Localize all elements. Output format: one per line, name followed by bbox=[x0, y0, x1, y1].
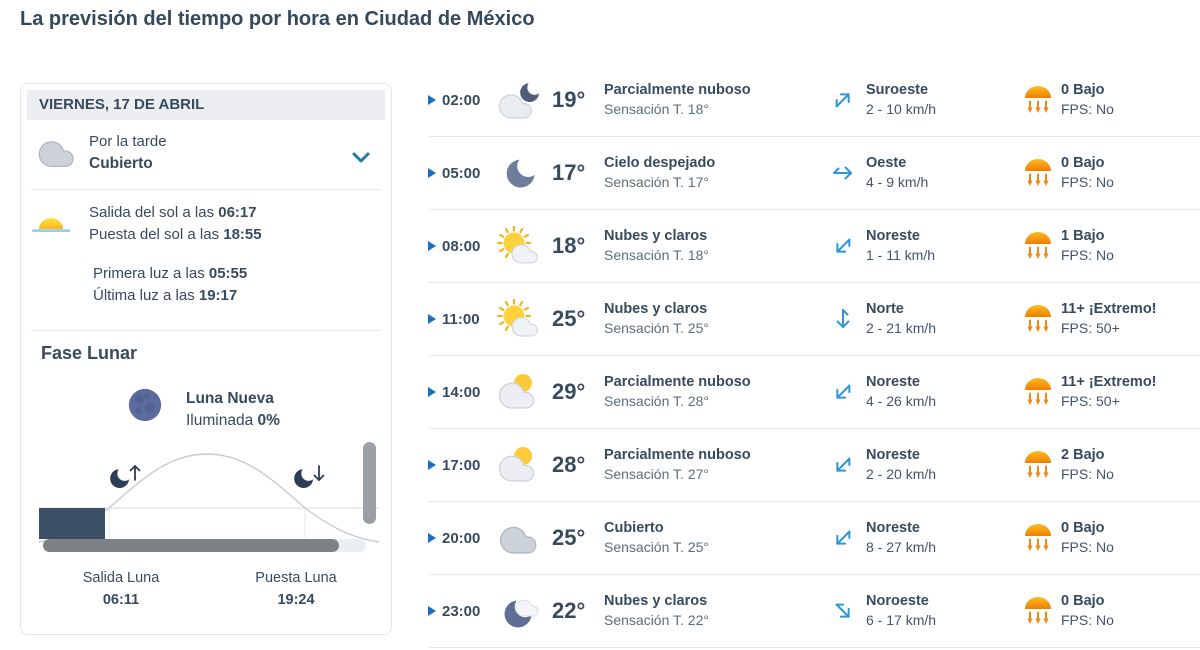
sun-times-section bbox=[31, 190, 381, 331]
chevron-down-icon[interactable] bbox=[349, 145, 373, 169]
hour-label: 23:00 bbox=[442, 602, 481, 620]
condition-text: Parcialmente nuboso bbox=[604, 82, 751, 98]
uv-block bbox=[1056, 227, 1200, 265]
temperature-value: 25° bbox=[552, 306, 586, 331]
expand-triangle-icon[interactable] bbox=[428, 606, 442, 616]
wind-speed-text: 2 - 21 km/h bbox=[866, 320, 937, 336]
wind-block bbox=[860, 446, 1020, 484]
wind-direction-text: Noreste bbox=[866, 447, 920, 463]
uv-level-text: 1 Bajo bbox=[1061, 228, 1105, 244]
hour-label: 05:00 bbox=[442, 164, 481, 182]
cloud-moon-icon bbox=[494, 76, 542, 124]
wind-block bbox=[860, 81, 1020, 119]
wind-direction-text: Oeste bbox=[866, 155, 907, 171]
hour-label: 02:00 bbox=[442, 91, 481, 109]
vertical-scrollbar-thumb[interactable] bbox=[363, 442, 376, 524]
feels-like-text: Sensación T. 25° bbox=[604, 539, 709, 555]
condition-block bbox=[604, 446, 826, 484]
wind-direction-arrow-icon bbox=[822, 444, 864, 486]
uv-index-icon bbox=[1020, 231, 1056, 261]
wind-block bbox=[860, 519, 1020, 557]
moon-phase-name: Luna Nueva bbox=[186, 390, 274, 407]
moon-cloud-icon bbox=[494, 587, 542, 635]
fps-text: FPS: No bbox=[1061, 612, 1114, 628]
last-light-line: Última luz a las 19:17 bbox=[93, 287, 238, 304]
uv-level-text: 0 Bajo bbox=[1061, 155, 1105, 171]
wind-direction-arrow-icon bbox=[822, 590, 864, 632]
wind-speed-text: 2 - 20 km/h bbox=[866, 466, 937, 482]
condition-block bbox=[604, 227, 826, 265]
temperature-value: 18° bbox=[552, 233, 586, 258]
fps-text: FPS: No bbox=[1061, 101, 1114, 117]
wind-block bbox=[860, 300, 1020, 338]
expand-triangle-icon[interactable] bbox=[428, 533, 442, 543]
forecast-row[interactable] bbox=[428, 283, 1200, 356]
wind-block bbox=[860, 592, 1020, 630]
new-moon-icon bbox=[126, 386, 164, 424]
moon-trajectory-chart bbox=[39, 438, 379, 554]
sunrise-icon bbox=[31, 213, 71, 239]
expand-triangle-icon[interactable] bbox=[428, 241, 442, 251]
uv-block bbox=[1056, 446, 1200, 484]
sunrise-line: Salida del sol a las 06:17 bbox=[89, 204, 257, 221]
page-title: La previsión del tiempo por hora en Ciudad de México bbox=[20, 8, 535, 30]
feels-like-text: Sensación T. 28° bbox=[604, 393, 709, 409]
uv-index-icon bbox=[1020, 596, 1056, 626]
moon-icon bbox=[494, 149, 542, 197]
uv-index-icon bbox=[1020, 450, 1056, 480]
uv-block bbox=[1056, 81, 1200, 119]
temperature-value: 28° bbox=[552, 452, 586, 477]
condition-text: Parcialmente nuboso bbox=[604, 447, 751, 463]
uv-block bbox=[1056, 373, 1200, 411]
uv-index-icon bbox=[1020, 85, 1056, 115]
wind-direction-text: Suroeste bbox=[866, 82, 929, 98]
feels-like-text: Sensación T. 27° bbox=[604, 466, 709, 482]
wind-direction-arrow-icon bbox=[822, 79, 864, 121]
cloud-icon bbox=[494, 514, 542, 562]
moonset-label: Puesta Luna 19:24 bbox=[255, 570, 337, 608]
fps-text: FPS: No bbox=[1061, 247, 1114, 263]
wind-direction-text: Noreste bbox=[866, 228, 920, 244]
hour-label: 17:00 bbox=[442, 456, 481, 474]
expand-triangle-icon[interactable] bbox=[428, 168, 442, 178]
moon-illumination: Iluminada 0% bbox=[186, 412, 280, 429]
wind-speed-text: 4 - 9 km/h bbox=[866, 174, 929, 190]
hourly-forecast-list bbox=[428, 64, 1200, 648]
feels-like-text: Sensación T. 25° bbox=[604, 320, 709, 336]
uv-block bbox=[1056, 154, 1200, 192]
uv-level-text: 11+ ¡Extremo! bbox=[1061, 301, 1157, 317]
wind-speed-text: 4 - 26 km/h bbox=[866, 393, 937, 409]
horizontal-scrollbar-thumb[interactable] bbox=[43, 539, 339, 552]
condition-text: Cielo despejado bbox=[604, 155, 716, 171]
forecast-row[interactable] bbox=[428, 64, 1200, 137]
uv-block bbox=[1056, 519, 1200, 557]
condition-text: Nubes y claros bbox=[604, 228, 708, 244]
wind-direction-text: Norte bbox=[866, 301, 904, 317]
uv-level-text: 2 Bajo bbox=[1061, 447, 1105, 463]
uv-level-text: 0 Bajo bbox=[1061, 520, 1105, 536]
fps-text: FPS: 50+ bbox=[1061, 320, 1120, 336]
uv-index-icon bbox=[1020, 523, 1056, 553]
temperature-value: 19° bbox=[552, 87, 586, 112]
date-header: VIERNES, 17 DE ABRIL bbox=[27, 90, 385, 120]
fps-text: FPS: No bbox=[1061, 174, 1114, 190]
uv-index-icon bbox=[1020, 377, 1056, 407]
forecast-row[interactable] bbox=[428, 502, 1200, 575]
wind-direction-arrow-icon bbox=[822, 225, 864, 267]
moonrise-icon bbox=[110, 466, 139, 488]
wind-direction-text: Noroeste bbox=[866, 593, 929, 609]
current-conditions[interactable] bbox=[31, 125, 381, 190]
condition-text: Nubes y claros bbox=[604, 593, 708, 609]
uv-block bbox=[1056, 300, 1200, 338]
expand-triangle-icon[interactable] bbox=[428, 387, 442, 397]
feels-like-text: Sensación T. 18° bbox=[604, 247, 709, 263]
fps-text: FPS: No bbox=[1061, 466, 1114, 482]
wind-direction-arrow-icon bbox=[822, 371, 864, 413]
forecast-row[interactable] bbox=[428, 137, 1200, 210]
pre-moonrise-block bbox=[39, 508, 105, 539]
wind-direction-arrow-icon bbox=[822, 517, 864, 559]
forecast-row[interactable] bbox=[428, 356, 1200, 429]
wind-direction-text: Noreste bbox=[866, 374, 920, 390]
first-light-line: Primera luz a las 05:55 bbox=[93, 265, 248, 282]
uv-index-icon bbox=[1020, 158, 1056, 188]
cloud-icon bbox=[33, 129, 79, 175]
moon-phase-title: Fase Lunar bbox=[41, 343, 138, 363]
condition-text: Cubierto bbox=[604, 520, 664, 536]
hour-label: 11:00 bbox=[442, 310, 480, 328]
uv-level-text: 0 Bajo bbox=[1061, 82, 1105, 98]
feels-like-text: Sensación T. 17° bbox=[604, 174, 709, 190]
condition-block bbox=[604, 154, 826, 192]
horizontal-scrollbar-track[interactable] bbox=[43, 539, 366, 552]
condition-block bbox=[604, 81, 826, 119]
uv-level-text: 0 Bajo bbox=[1061, 593, 1105, 609]
wind-block bbox=[860, 227, 1020, 265]
wind-speed-text: 2 - 10 km/h bbox=[866, 101, 937, 117]
hour-label: 20:00 bbox=[442, 529, 481, 547]
expand-triangle-icon[interactable] bbox=[428, 314, 442, 324]
sun-cloud-icon bbox=[494, 295, 542, 343]
forecast-row[interactable] bbox=[428, 429, 1200, 502]
uv-level-text: 11+ ¡Extremo! bbox=[1061, 374, 1157, 390]
day-summary-card bbox=[20, 83, 392, 635]
condition-text: Parcialmente nuboso bbox=[604, 374, 751, 390]
forecast-row[interactable] bbox=[428, 575, 1200, 648]
wind-speed-text: 8 - 27 km/h bbox=[866, 539, 937, 555]
wind-direction-arrow-icon bbox=[826, 160, 860, 186]
temperature-value: 29° bbox=[552, 379, 586, 404]
expand-triangle-icon[interactable] bbox=[428, 460, 442, 470]
temperature-value: 22° bbox=[552, 598, 586, 623]
wind-speed-text: 6 - 17 km/h bbox=[866, 612, 937, 628]
condition-block bbox=[604, 519, 826, 557]
uv-block bbox=[1056, 592, 1200, 630]
uv-index-icon bbox=[1020, 304, 1056, 334]
cloud-sun-icon bbox=[494, 441, 542, 489]
wind-speed-text: 1 - 11 km/h bbox=[866, 247, 935, 263]
fps-text: FPS: No bbox=[1061, 539, 1114, 555]
condition-text: Nubes y claros bbox=[604, 301, 708, 317]
condition-block bbox=[604, 592, 826, 630]
wind-block bbox=[860, 373, 1020, 411]
expand-triangle-icon[interactable] bbox=[428, 95, 442, 105]
feels-like-text: Sensación T. 18° bbox=[604, 101, 709, 117]
feels-like-text: Sensación T. 22° bbox=[604, 612, 709, 628]
fps-text: FPS: 50+ bbox=[1061, 393, 1120, 409]
hour-label: 14:00 bbox=[442, 383, 481, 401]
temperature-value: 25° bbox=[552, 525, 586, 550]
moonrise-label: Salida Luna 06:11 bbox=[82, 570, 160, 608]
temperature-value: 17° bbox=[552, 160, 586, 185]
forecast-row[interactable] bbox=[428, 210, 1200, 283]
condition-block bbox=[604, 300, 826, 338]
period-label: Por la tarde bbox=[89, 133, 167, 150]
wind-direction-arrow-icon bbox=[830, 302, 856, 336]
cloud-sun-icon bbox=[494, 368, 542, 416]
sun-cloud-icon bbox=[494, 222, 542, 270]
condition-block bbox=[604, 373, 826, 411]
moonset-icon bbox=[294, 466, 323, 488]
hour-label: 08:00 bbox=[442, 237, 481, 255]
condition-label: Cubierto bbox=[89, 155, 153, 172]
wind-direction-text: Noreste bbox=[866, 520, 920, 536]
sunset-line: Puesta del sol a las 18:55 bbox=[89, 226, 262, 243]
wind-block bbox=[860, 154, 1020, 192]
